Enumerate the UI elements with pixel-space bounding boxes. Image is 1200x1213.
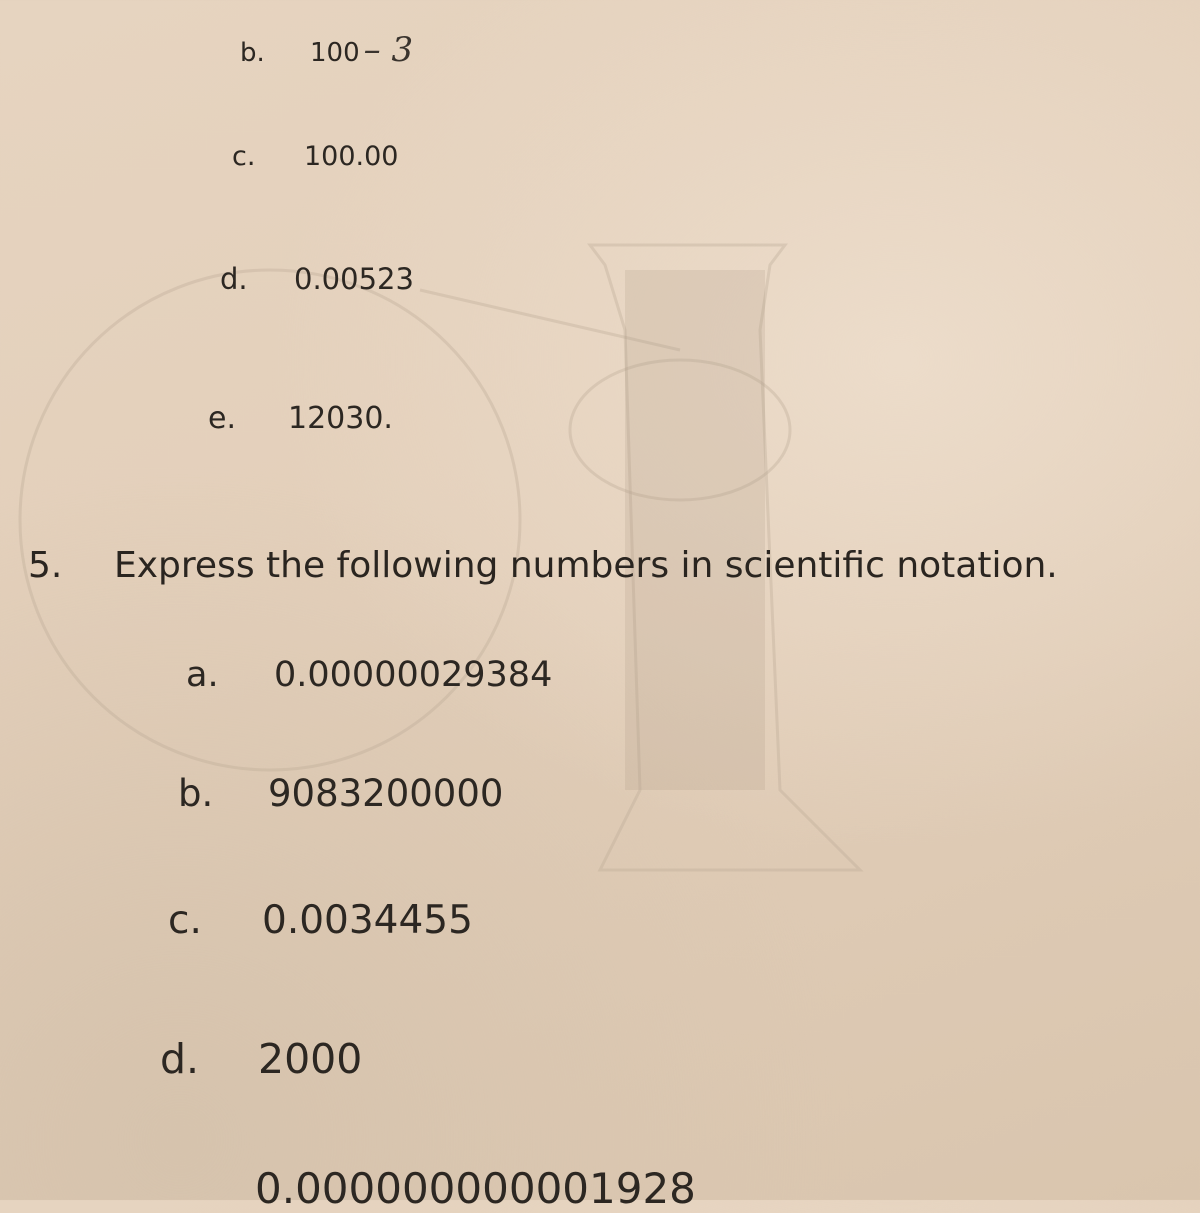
item-value: 0.00000029384 — [274, 655, 553, 695]
previous-item-d — [220, 262, 414, 296]
item-letter: d. — [160, 1035, 200, 1083]
item-b — [178, 772, 503, 815]
item-value: 0.000000000001928 — [255, 1164, 696, 1213]
item-value: 0.00523 — [294, 262, 414, 296]
handwritten-answer: – 3 — [363, 30, 414, 70]
item-d — [160, 1035, 362, 1083]
item-value: 9083200000 — [268, 772, 504, 815]
item-letter: b. — [178, 772, 214, 815]
previous-item-c — [232, 141, 398, 172]
item-letter: a. — [186, 655, 219, 695]
previous-item-b — [240, 30, 413, 70]
item-letter: e. — [208, 401, 236, 436]
item-e-partial — [255, 1164, 696, 1213]
question-5 — [28, 545, 1058, 586]
item-letter: b. — [240, 38, 265, 68]
item-letter: c. — [168, 898, 202, 943]
item-letter: c. — [232, 141, 256, 172]
item-value: 100 — [310, 38, 360, 68]
question-number: 5. — [28, 545, 63, 586]
item-value: 12030. — [288, 401, 393, 436]
item-letter: d. — [220, 262, 248, 296]
previous-item-e — [208, 401, 393, 436]
item-value: 0.0034455 — [262, 898, 473, 943]
item-c — [168, 898, 473, 943]
question-text: Express the following numbers in scientific notation. — [114, 545, 1058, 586]
item-value: 2000 — [258, 1035, 363, 1083]
item-value: 100.00 — [304, 141, 399, 172]
item-a — [186, 655, 552, 695]
